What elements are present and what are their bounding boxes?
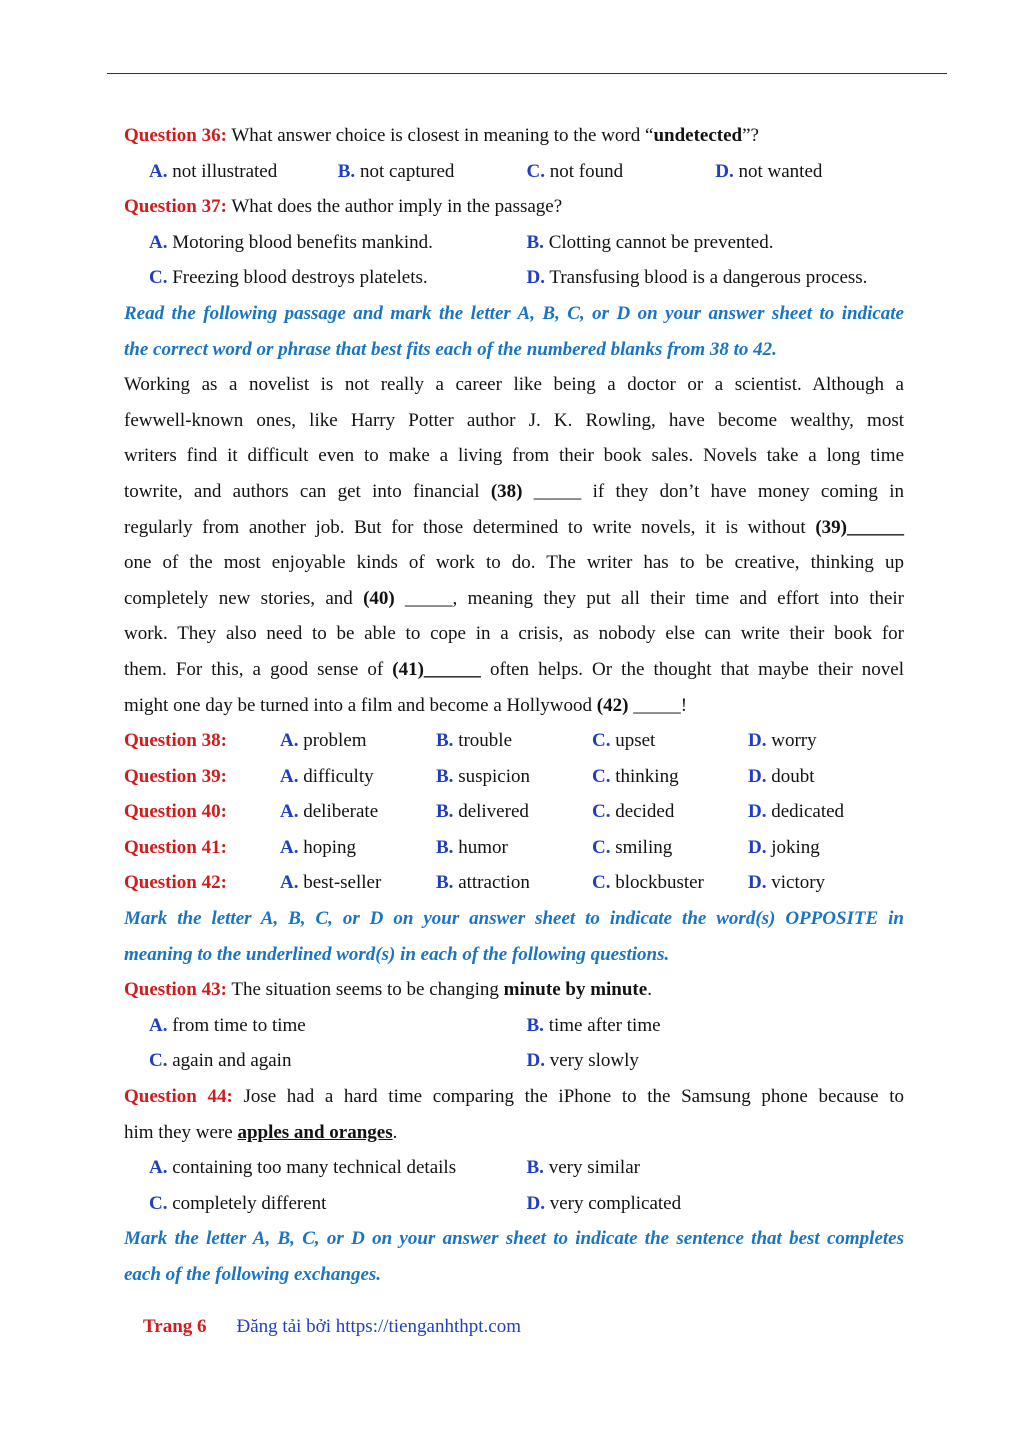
passage-line: completely new stories, and (40) _____, meaning they put all their time and effort into their [124, 587, 905, 609]
question-41: Question 41: A. hoping B. humor C. smiling D. joking [124, 830, 904, 866]
instruction-3-line1: Mark the letter A, B, C, or D on your answer sheet to indicate the sentence that best completes [124, 1228, 904, 1250]
blank-41: (41)______ [392, 658, 481, 680]
option-c: C. upset [592, 730, 656, 752]
question-keyword: minute by minute [503, 979, 648, 1001]
question-label: Question 36: [124, 125, 227, 146]
option-a: A. Motoring blood benefits mankind. [149, 231, 433, 253]
blank-38: (38) [490, 480, 523, 502]
instruction-1-line1: Read the following passage and mark the letter A, B, C, or D on your answer sheet to indicate [124, 302, 904, 324]
option-d: D. Transfusing blood is a dangerous process. [526, 267, 868, 289]
option-c: C. thinking [592, 765, 679, 787]
option-b: B. trouble [436, 730, 513, 752]
question-44-options-row2 [124, 1186, 904, 1222]
question-text: What answer choice is closest in meaning to the word “ [226, 125, 654, 146]
question-44-options-row1 [124, 1150, 904, 1186]
option-d: D. victory [748, 872, 826, 894]
passage-line: fewwell-known ones, like Harry Potter author J. K. Rowling, have become wealthy, most [124, 409, 904, 431]
page-footer [143, 1316, 521, 1338]
question-39: Question 39: A. difficulty B. suspicion C. thinking D. doubt [124, 759, 904, 795]
question-36 [124, 118, 904, 154]
blank-39: (39)______ [815, 516, 904, 538]
option-a: A. deliberate [280, 801, 379, 823]
question-37-options-row2 [124, 260, 904, 296]
option-b: B. time after time [526, 1014, 661, 1036]
option-b: B. delivered [436, 801, 529, 823]
option-b: B. Clotting cannot be prevented. [526, 231, 774, 253]
option-b: B. attraction [436, 872, 530, 894]
option-a: A. containing too many technical details [149, 1157, 457, 1179]
option-c: C. smiling [592, 836, 673, 858]
blank-40: (40) [363, 587, 395, 609]
question-37-options-row1 [124, 225, 904, 261]
passage-line: them. For this, a good sense of (41)______ often helps. Or the thought that maybe their novel [124, 658, 904, 680]
option-c: C. decided [592, 801, 675, 823]
question-37 [124, 189, 904, 225]
option-d: D. not wanted [715, 160, 823, 182]
option-b: B. humor [436, 836, 508, 858]
instruction-2-line1: Mark the letter A, B, C, or D on your answer sheet to indicate the word(s) OPPOSITE in [124, 908, 904, 930]
question-44-line2: him they were apples and oranges. [124, 1121, 398, 1143]
question-43-options-row2 [124, 1043, 904, 1079]
passage-line: might one day be turned into a film and become a Hollywood (42) _____! [124, 694, 688, 716]
question-43-options-row1 [124, 1008, 904, 1044]
option-a: A. not illustrated [149, 160, 278, 182]
option-d: D. joking [748, 836, 820, 858]
instruction-3-line2: each of the following exchanges. [124, 1264, 382, 1285]
question-36-options [124, 154, 904, 190]
option-b: B. very similar [526, 1157, 640, 1179]
option-c: C. completely different [149, 1192, 327, 1214]
passage-line: one of the most enjoyable kinds of work to do. The writer has to be creative, thinking up [124, 552, 904, 574]
option-a: A. problem [280, 730, 367, 752]
instruction-2-line2: meaning to the underlined word(s) in each of the following questions. [124, 943, 670, 965]
passage-line: Working as a novelist is not really a career like being a doctor or a scientist. Although a [124, 374, 904, 396]
option-a: A. from time to time [149, 1014, 306, 1036]
passage-line: regularly from another job. But for those determined to write novels, it is without (39)______ [124, 516, 904, 538]
question-label: Question 37: [124, 196, 227, 218]
question-text: ”? [742, 125, 759, 146]
blank-42: (42) [596, 694, 629, 716]
option-d: D. dedicated [748, 801, 845, 823]
passage-line: writers find it difficult even to make a living from their book sales. Novels take a long time [124, 445, 904, 467]
question-44: Question 44: Jose had a hard time comparing the iPhone to the Samsung phone because to [124, 1086, 904, 1108]
option-d: D. doubt [748, 765, 815, 787]
option-a: A. hoping [280, 836, 357, 858]
passage-line: towrite, and authors can get into financial (38) _____ if they don’t have money coming in [124, 480, 904, 502]
option-c: C. not found [526, 160, 624, 182]
question-40: Question 40: A. deliberate B. delivered C. decided D. dedicated [124, 794, 904, 830]
option-b: B. not captured [337, 160, 455, 182]
option-d: D. worry [748, 730, 817, 752]
question-text: What does the author imply in the passage? [226, 196, 563, 218]
option-d: D. very complicated [526, 1192, 682, 1214]
option-c: C. again and again [149, 1050, 292, 1072]
document-body [124, 118, 904, 1293]
question-43: Question 43: The situation seems to be changing minute by minute. [124, 979, 652, 1001]
option-a: A. difficulty [280, 765, 374, 787]
question-keyword: undetected [653, 125, 743, 146]
question-38: Question 38: A. problem B. trouble C. upset D. worry [124, 723, 904, 759]
page-number: Trang 6 [143, 1316, 207, 1337]
option-d: D. very slowly [526, 1050, 639, 1072]
option-b: B. suspicion [436, 765, 530, 787]
option-c: C. Freezing blood destroys platelets. [149, 267, 428, 289]
header-rule [107, 73, 947, 74]
question-42: Question 42: A. best-seller B. attraction C. blockbuster D. victory [124, 865, 904, 901]
passage-line: work. They also need to be able to cope in a crisis, as nobody else can write their book for [124, 623, 904, 645]
instruction-1-line2: the correct word or phrase that best fits each of the numbered blanks from 38 to 42. [124, 338, 777, 360]
underlined-keyword: apples and oranges [237, 1121, 393, 1143]
option-a: A. best-seller [280, 872, 382, 894]
option-c: C. blockbuster [592, 872, 704, 894]
source-link[interactable]: Đăng tải bởi https://tienganhthpt.com [236, 1316, 521, 1337]
